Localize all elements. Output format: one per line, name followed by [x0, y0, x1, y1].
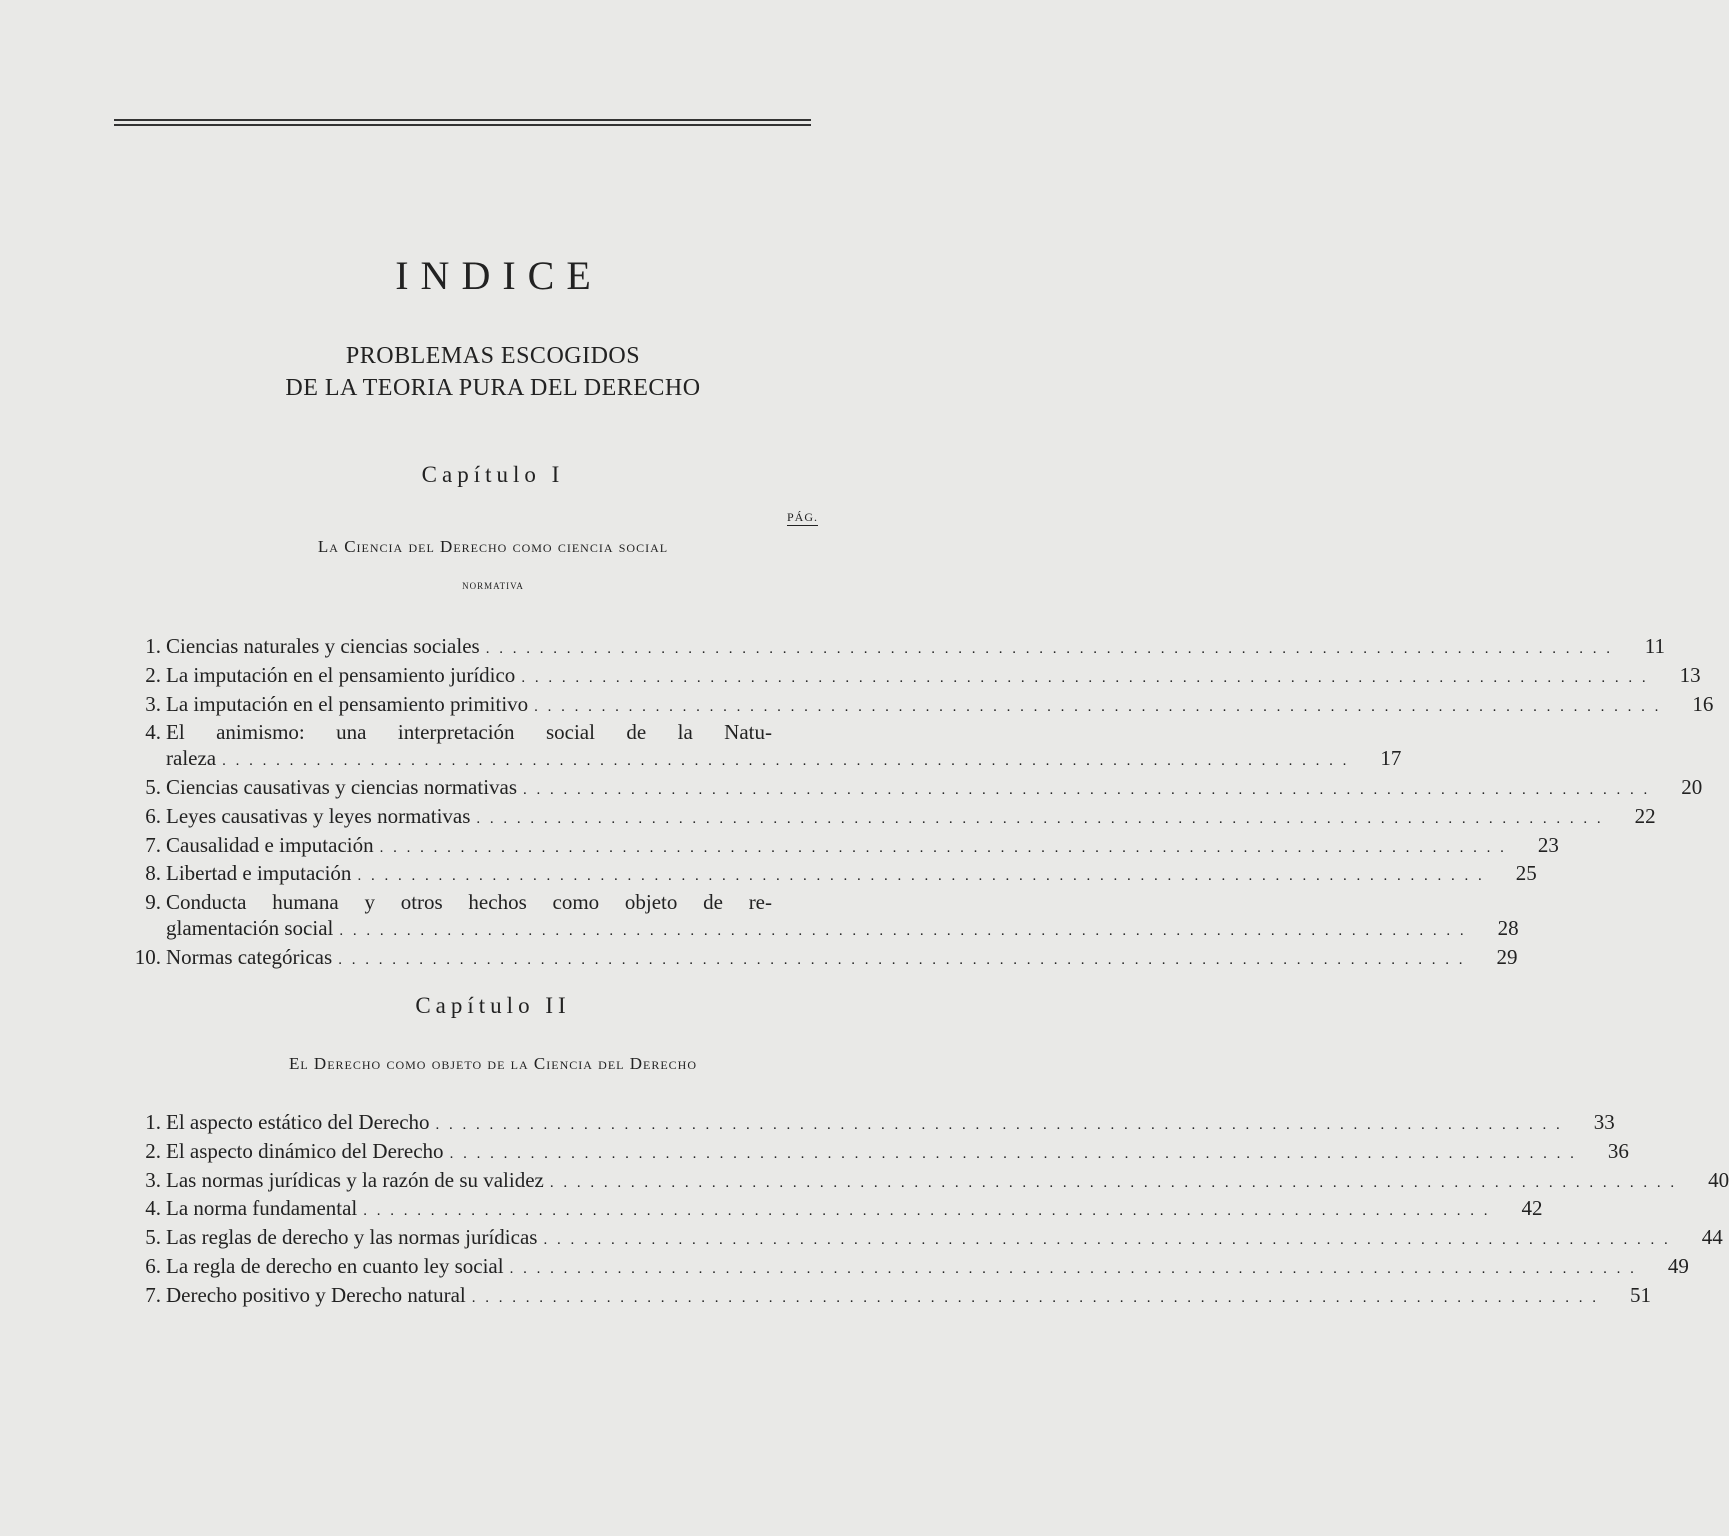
entry-body — [166, 944, 1518, 974]
toc-entry — [118, 662, 1701, 692]
entry-number: 8. — [145, 861, 161, 886]
dot-leader: . . . . . . . . . . . . . . . . . . . . . . . . . . . . . . . . . . . . . . . . . . . . . . . . . . . . . . . . . . . . . . . . . . . . . . . . . . . . . . . . . . . . — [339, 922, 1467, 939]
entry-title: Las normas jurídicas y la razón de su validez — [166, 1167, 544, 1192]
page-title: INDICE — [395, 253, 603, 298]
entry-page-number: 25 — [1515, 861, 1537, 886]
entry-body — [166, 1138, 1629, 1168]
dot-leader: . . . . . . . . . . . . . . . . . . . . . . . . . . . . . . . . . . . . . . . . . . . . . . . . . . . . . . . . . . . . . . . . . . . . . . . . . . . . . . . . . . . . — [338, 951, 1466, 968]
dot-leader: . . . . . . . . . . . . . . . . . . . . . . . . . . . . . . . . . . . . . . . . . . . . . . . . . . . . . . . . . . . . . . . . . . . . . . . . . . . . . . . . . . . . — [222, 753, 1350, 770]
chapter-1-toc — [118, 634, 1714, 974]
dot-leader: . . . . . . . . . . . . . . . . . . . . . . . . . . . . . . . . . . . . . . . . . . . . . . . . . . . . . . . . . . . . . . . . . . . . . . . . . . . . . . . . . . . . — [379, 839, 1507, 856]
chapter-2-heading: Capítulo II — [415, 993, 571, 1018]
entry-number: 4. — [145, 720, 161, 745]
entry-page-number: 23 — [1537, 832, 1559, 857]
entry-page-number: 29 — [1496, 944, 1518, 969]
toc-entry — [118, 691, 1714, 721]
toc-entry — [118, 1253, 1689, 1283]
entry-title: El aspecto dinámico del Derecho — [166, 1138, 444, 1163]
dot-leader: . . . . . . . . . . . . . . . . . . . . . . . . . . . . . . . . . . . . . . . . . . . . . . . . . . . . . . . . . . . . . . . . . . . . . . . . . . . . . . . . . . . . — [357, 868, 1485, 885]
entry-body — [166, 1196, 1543, 1225]
entry-title: La norma fundamental — [166, 1196, 358, 1221]
entry-page-number: 51 — [1629, 1282, 1651, 1307]
entry-title-continuation — [166, 746, 1402, 775]
subtitle-line-2: DE LA TEORIA PURA DEL DERECHO — [285, 375, 701, 401]
dot-leader: . . . . . . . . . . . . . . . . . . . . . . . . . . . . . . . . . . . . . . . . . . . . . . . . . . . . . . . . . . . . . . . . . . . . . . . . . . . . . . . . . . . . — [485, 641, 1613, 657]
entry-number: 5. — [145, 774, 161, 799]
entry-title: Las reglas de derecho y las normas jurídicas — [166, 1225, 538, 1250]
toc-entry — [118, 861, 1537, 890]
entry-page-number: 44 — [1701, 1225, 1723, 1250]
toc-entry — [118, 832, 1559, 862]
entry-body — [166, 861, 1537, 890]
entry-title-continuation — [166, 915, 1519, 945]
entry-title: El animismo: una interpretación social de la Natu- — [166, 720, 772, 745]
page-column-label: PÁG. — [786, 510, 818, 524]
entry-number: 2. — [145, 1138, 161, 1163]
toc-entry — [118, 774, 1703, 804]
entry-body — [166, 1167, 1729, 1197]
dot-leader: . . . . . . . . . . . . . . . . . . . . . . . . . . . . . . . . . . . . . . . . . . . . . . . . . . . . . . . . . . . . . . . . . . . . . . . . . . . . . . . . . . . . — [509, 1260, 1637, 1277]
dot-leader: . . . . . . . . . . . . . . . . . . . . . . . . . . . . . . . . . . . . . . . . . . . . . . . . . . . . . . . . . . . . . . . . . . . . . . . . . . . . . . . . . . . . — [449, 1145, 1577, 1162]
entry-body — [166, 1253, 1689, 1283]
toc-entry — [118, 1138, 1629, 1168]
top-rule — [114, 119, 811, 121]
entry-body — [166, 803, 1656, 833]
dot-leader: . . . . . . . . . . . . . . . . . . . . . . . . . . . . . . . . . . . . . . . . . . . . . . . . . . . . . . . . . . . . . . . . . . . . . . . . . . . . . . . . . . . . — [476, 810, 1604, 827]
chapter-1-section-title: La Ciencia del Derecho como ciencia social — [317, 537, 669, 556]
entry-number: 6. — [145, 1253, 161, 1278]
toc-entry — [118, 1225, 1723, 1254]
entry-number: 3. — [145, 1167, 161, 1192]
entry-body — [166, 1282, 1651, 1312]
entry-body — [166, 890, 1519, 945]
dot-leader: . . . . . . . . . . . . . . . . . . . . . . . . . . . . . . . . . . . . . . . . . . . . . . . . . . . . . . . . . . . . . . . . . . . . . . . . . . . . . . . . . . . . — [363, 1203, 1491, 1220]
toc-entry — [118, 1110, 1615, 1139]
entry-number: 1. — [145, 1110, 161, 1134]
chapter-2-toc — [118, 1110, 1729, 1312]
entry-title: Ciencias naturales y ciencias sociales — [166, 634, 480, 658]
entry-number: 6. — [145, 803, 161, 828]
entry-body — [166, 662, 1701, 692]
dot-leader: . . . . . . . . . . . . . . . . . . . . . . . . . . . . . . . . . . . . . . . . . . . . . . . . . . . . . . . . . . . . . . . . . . . . . . . . . . . . . . . . . . . . — [471, 1289, 1599, 1306]
entry-title: La regla de derecho en cuanto ley social — [166, 1253, 504, 1278]
entry-page-number: 13 — [1679, 662, 1701, 687]
entry-title: Libertad e imputación — [166, 861, 352, 886]
entry-page-number: 22 — [1634, 803, 1656, 828]
entry-page-number: 11 — [1644, 634, 1665, 658]
entry-page-number: 36 — [1607, 1138, 1629, 1163]
chapter-2-section-title: El Derecho como objeto de la Ciencia del Derecho — [288, 1054, 698, 1073]
entry-title: Causalidad e imputación — [166, 832, 374, 857]
entry-title: Derecho positivo y Derecho natural — [166, 1282, 466, 1307]
entry-number: 5. — [145, 1225, 161, 1250]
toc-entry — [118, 1282, 1651, 1312]
entry-page-number: 17 — [1380, 746, 1402, 771]
entry-body — [166, 691, 1714, 721]
entry-number: 2. — [145, 662, 161, 687]
entry-title-line2: raleza — [166, 746, 217, 771]
subtitle-line-1: PROBLEMAS ESCOGIDOS — [345, 343, 641, 369]
entry-title: Leyes causativas y leyes normativas — [166, 803, 471, 828]
entry-body — [166, 774, 1703, 804]
entry-number: 4. — [145, 1196, 161, 1221]
entry-title: Conducta humana y otros hechos como objeto de re- — [166, 890, 772, 915]
chapter-1-section-title-line2: normativa — [462, 577, 524, 592]
entry-page-number: 28 — [1497, 915, 1519, 940]
entry-title: La imputación en el pensamiento jurídico — [166, 662, 516, 687]
entry-title-line2: glamentación social — [166, 915, 334, 940]
entry-number: 3. — [145, 691, 161, 716]
entry-number: 1. — [145, 634, 161, 658]
dot-leader: . . . . . . . . . . . . . . . . . . . . . . . . . . . . . . . . . . . . . . . . . . . . . . . . . . . . . . . . . . . . . . . . . . . . . . . . . . . . . . . . . . . . — [521, 669, 1649, 686]
dot-leader: . . . . . . . . . . . . . . . . . . . . . . . . . . . . . . . . . . . . . . . . . . . . . . . . . . . . . . . . . . . . . . . . . . . . . . . . . . . . . . . . . . . . — [543, 1232, 1671, 1249]
entry-number: 7. — [145, 1282, 161, 1307]
toc-entry — [118, 944, 1518, 974]
entry-body — [166, 1225, 1723, 1254]
entry-page-number: 49 — [1667, 1253, 1689, 1278]
entry-page-number: 20 — [1681, 774, 1703, 799]
toc-entry — [118, 1196, 1543, 1225]
chapter-1-heading: Capítulo I — [421, 462, 565, 487]
dot-leader: . . . . . . . . . . . . . . . . . . . . . . . . . . . . . . . . . . . . . . . . . . . . . . . . . . . . . . . . . . . . . . . . . . . . . . . . . . . . . . . . . . . . — [534, 698, 1662, 715]
entry-body — [166, 634, 1665, 663]
entry-title: Normas categóricas — [166, 944, 333, 969]
entry-page-number: 42 — [1521, 1196, 1543, 1221]
entry-body — [166, 720, 1402, 775]
toc-entry — [118, 803, 1656, 833]
entry-title: Ciencias causativas y ciencias normativas — [166, 774, 518, 799]
entry-title: El aspecto estático del Derecho — [166, 1110, 430, 1134]
dot-leader: . . . . . . . . . . . . . . . . . . . . . . . . . . . . . . . . . . . . . . . . . . . . . . . . . . . . . . . . . . . . . . . . . . . . . . . . . . . . . . . . . . . . — [435, 1117, 1563, 1133]
toc-entry — [118, 890, 1519, 945]
dot-leader: . . . . . . . . . . . . . . . . . . . . . . . . . . . . . . . . . . . . . . . . . . . . . . . . . . . . . . . . . . . . . . . . . . . . . . . . . . . . . . . . . . . . — [549, 1174, 1678, 1191]
toc-entry — [118, 720, 1402, 775]
toc-entry — [118, 1167, 1729, 1197]
top-rule-second — [114, 124, 811, 126]
entry-page-number: 33 — [1593, 1110, 1615, 1134]
entry-page-number: 40 — [1708, 1167, 1729, 1192]
dot-leader: . . . . . . . . . . . . . . . . . . . . . . . . . . . . . . . . . . . . . . . . . . . . . . . . . . . . . . . . . . . . . . . . . . . . . . . . . . . . . . . . . . . . — [523, 781, 1651, 798]
entry-page-number: 16 — [1692, 691, 1714, 716]
entry-body — [166, 832, 1559, 862]
entry-body — [166, 1110, 1615, 1139]
entry-number: 9. — [145, 890, 161, 915]
entry-number: 7. — [145, 832, 161, 857]
book-subtitle — [0, 340, 986, 404]
toc-entry — [118, 634, 1665, 663]
entry-title: La imputación en el pensamiento primitivo — [166, 691, 529, 716]
entry-number: 10. — [134, 944, 161, 969]
